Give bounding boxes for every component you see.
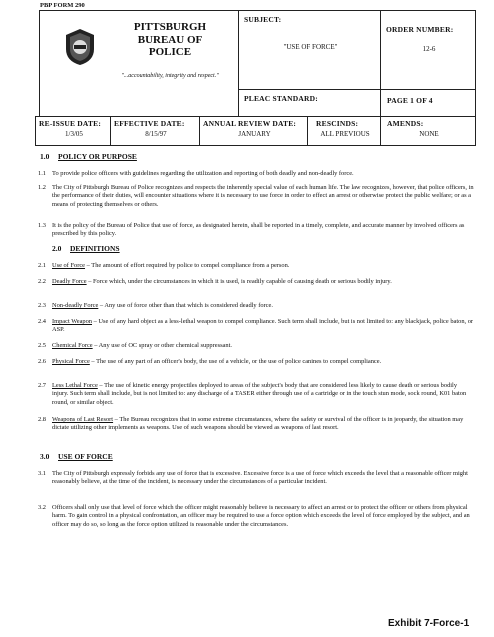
org-name-line2: BUREAU OF	[137, 33, 203, 46]
rescinds-cell	[307, 116, 381, 146]
definition-2-1: 2.1 Use of Force – The amount of effort required by police to compel compliance from a person.	[38, 262, 290, 269]
amends-label: AMENDS:	[387, 119, 424, 128]
reissue-label: RE-ISSUE DATE:	[39, 119, 102, 128]
org-name-line3: POLICE	[148, 46, 192, 58]
amends-cell	[380, 116, 476, 146]
paragraph-1-2: 1.2 The City of Pittsburgh Bureau of Police recognizes and respects the inherently special value of each human life. The law recognizes, however, that police officers, in the performance of their duties, will encounter situations where it is necessary to use force in order to effect an arrest or otherwise protect the public welfare; or as a means of protecting themselves or others.	[38, 184, 474, 208]
order-number-label: ORDER NUMBER:	[386, 25, 454, 34]
definition-2-4: 2.4 Impact Weapon – Use of any hard object as a less-lethal weapon to compel compliance. Such term shall include, but is not limited to: any blackjack, police baton, or ASP.	[38, 318, 474, 334]
review-value: JANUARY	[238, 130, 271, 138]
subject-cell	[238, 10, 381, 90]
motto: "...accountability, integrity and respect."	[121, 73, 219, 79]
pleac-cell	[238, 89, 381, 117]
definition-2-2: 2.2 Deadly Force – Force which, under the circumstances in which it is used, is readily capable of causing death or serious bodily injury.	[38, 278, 392, 285]
section-heading-3: 3.0 USE OF FORCE	[40, 452, 113, 461]
definition-2-5: 2.5 Chemical Force – Any use of OC spray or other chemical suppressant.	[38, 342, 232, 349]
header-org-cell	[39, 10, 239, 117]
review-cell	[199, 116, 308, 146]
paragraph-3-2: 3.2 Officers shall only use that level of force which the officer might reasonably believe is necessary to affect an arrest or to protect the officer or others from physical harm. To gain control in a physical confrontation, an officer may be required to use a force option which exceeds the level of force employed by the subject, and an officer may do so, so long as the force option utilized is reasonable under the circumstances.	[38, 504, 470, 528]
section-heading-2: 2.0 DEFINITIONS	[52, 244, 120, 253]
paragraph-3-1: 3.1 The City of Pittsburgh expressly forbids any use of force that is excessive. Excessive force is a use of force which exceeds the level that a reasonable officer might reasonably believe, at the time of the incident, is necessary under the circumstances of a particular incident.	[38, 470, 468, 486]
rescinds-label: RESCINDS:	[316, 119, 359, 128]
form-id: PBP FORM 290	[40, 2, 85, 9]
review-label: ANNUAL REVIEW DATE:	[203, 119, 297, 128]
order-number-value: 12-6	[422, 45, 436, 53]
definition-2-8: 2.8 Weapons of Last Resort – The Bureau recognizes that in some extreme circumstances, where the safety or survival of the officer is in jeopardy, the situation may dictate utilizing other implements as weapons. Use of such weapons should be viewed as weapons of last resort.	[38, 416, 464, 432]
amends-value: NONE	[419, 130, 439, 138]
rescinds-value: ALL PREVIOUS	[320, 130, 370, 138]
paragraph-1-1: 1.1 To provide police officers with guidelines regarding the utilization and reporting of both deadly and non-deadly force.	[38, 170, 354, 177]
definition-2-7: 2.7 Less Lethal Force – The use of kinetic energy projectiles deployed to areas of the subject's body that are considered less likely to cause death or serious bodily injury. Such term shall include, but is not limited to: any discharge of a TASER either through use of a cartridge or in the touch stun mode, sock round, K01 baton round, or similar object.	[38, 382, 467, 406]
pleac-label: PLEAC STANDARD:	[244, 94, 318, 103]
page-cell	[380, 89, 476, 117]
subject-label: SUBJECT:	[244, 15, 282, 24]
effective-cell	[110, 116, 200, 146]
section-heading-1: 1.0 POLICY OR PURPOSE	[40, 152, 137, 161]
police-badge-icon	[62, 27, 98, 67]
page-label: PAGE 1 OF 4	[387, 96, 433, 105]
effective-label: EFFECTIVE DATE:	[114, 119, 185, 128]
definition-2-6: 2.6 Physical Force – The use of any part of an officer's body, the use of a vehicle, or the use of police canines to compel compliance.	[38, 358, 382, 365]
reissue-cell	[35, 116, 111, 146]
paragraph-1-3: 1.3 It is the policy of the Bureau of Police that use of force, as designated herein, shall be reported in a timely, complete, and accurate manner by involved officers as prescribed by this policy.	[38, 222, 465, 238]
org-name-line1: PITTSBURGH	[133, 21, 207, 33]
subject-value: "USE OF FORCE"	[283, 43, 338, 51]
reissue-value: 1/3/05	[65, 130, 83, 138]
effective-value: 8/15/97	[145, 130, 167, 138]
exhibit-label: Exhibit 7-Force-1	[388, 618, 470, 629]
order-number-cell	[380, 10, 476, 90]
definition-2-3: 2.3 Non-deadly Force – Any use of force other than that which is considered deadly force.	[38, 302, 273, 309]
